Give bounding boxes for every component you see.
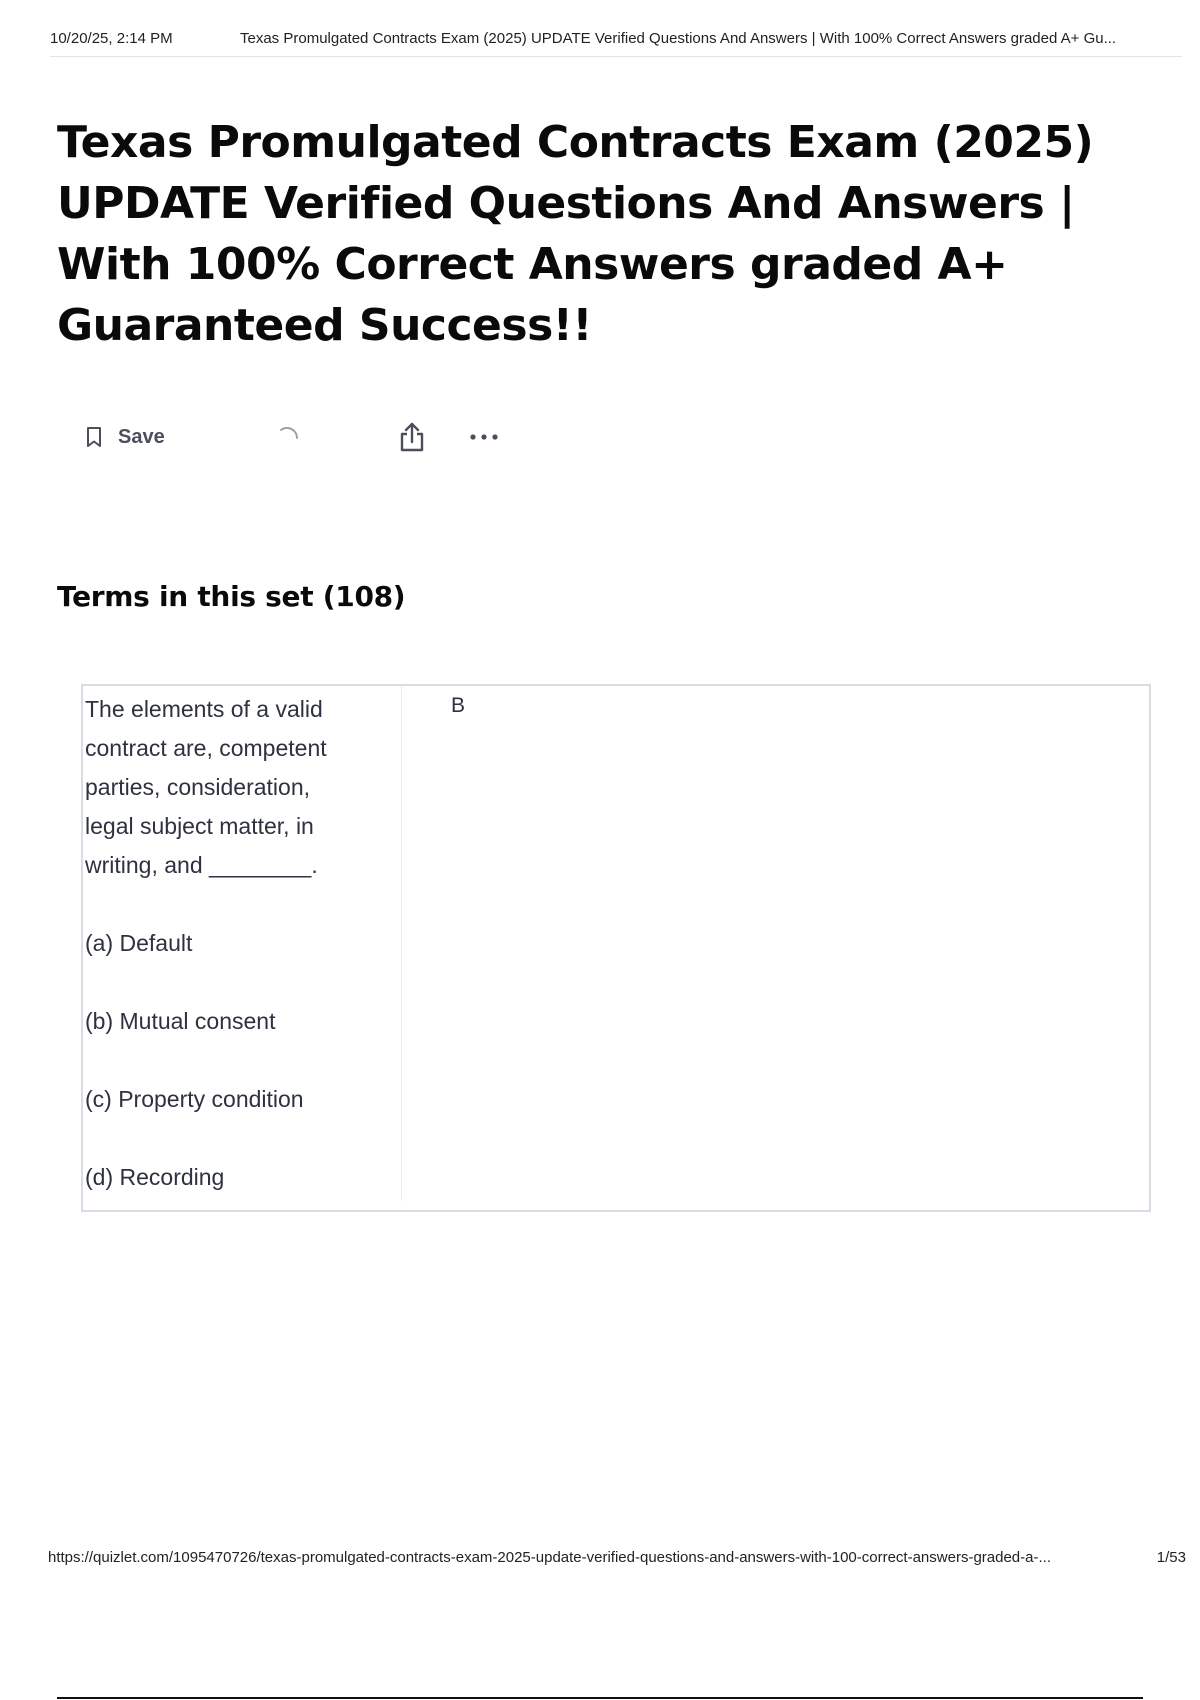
- term-option-a: (a) Default: [85, 930, 193, 956]
- action-bar: [84, 420, 544, 454]
- print-url: https://quizlet.com/1095470726/texas-promulgated-contracts-exam-2025-update-verified-questions-and-answers-with-100-correct-answers-graded-a-...: [48, 1549, 1051, 1566]
- page-number: 1/53: [1156, 1549, 1186, 1566]
- page-title: Texas Promulgated Contracts Exam (2025) UPDATE Verified Questions And Answers | With 100% Correct Answers graded A+ Guaranteed Success!!: [57, 117, 1094, 351]
- save-button[interactable]: [84, 420, 165, 454]
- more-icon: [467, 430, 501, 444]
- print-doc-title: Texas Promulgated Contracts Exam (2025) UPDATE Verified Questions And Answers | With 100% Correct Answers graded A+ Gu...: [240, 30, 1117, 47]
- print-header: [50, 30, 1182, 57]
- term-column: [83, 686, 402, 1201]
- bookmark-icon: [84, 426, 104, 448]
- print-footer: [48, 1549, 1186, 1566]
- term-option-b: (b) Mutual consent: [85, 1008, 276, 1034]
- share-button[interactable]: [396, 420, 428, 454]
- page-divider: [57, 1697, 1143, 1699]
- term-option-c: (c) Property condition: [85, 1086, 304, 1112]
- save-label: Save: [118, 425, 165, 448]
- term-definition: B: [451, 694, 466, 717]
- more-button[interactable]: [467, 430, 501, 444]
- term-card: [81, 684, 1151, 1212]
- spinner-icon: [276, 424, 302, 450]
- term-question: The elements of a valid contract are, competent parties, consideration, legal subject matter, in writing, and ________.: [85, 696, 327, 878]
- share-icon: [396, 420, 428, 454]
- term-option-d: (d) Recording: [85, 1164, 225, 1190]
- terms-heading: Terms in this set (108): [57, 580, 406, 613]
- print-date: 10/20/25, 2:14 PM: [50, 30, 173, 47]
